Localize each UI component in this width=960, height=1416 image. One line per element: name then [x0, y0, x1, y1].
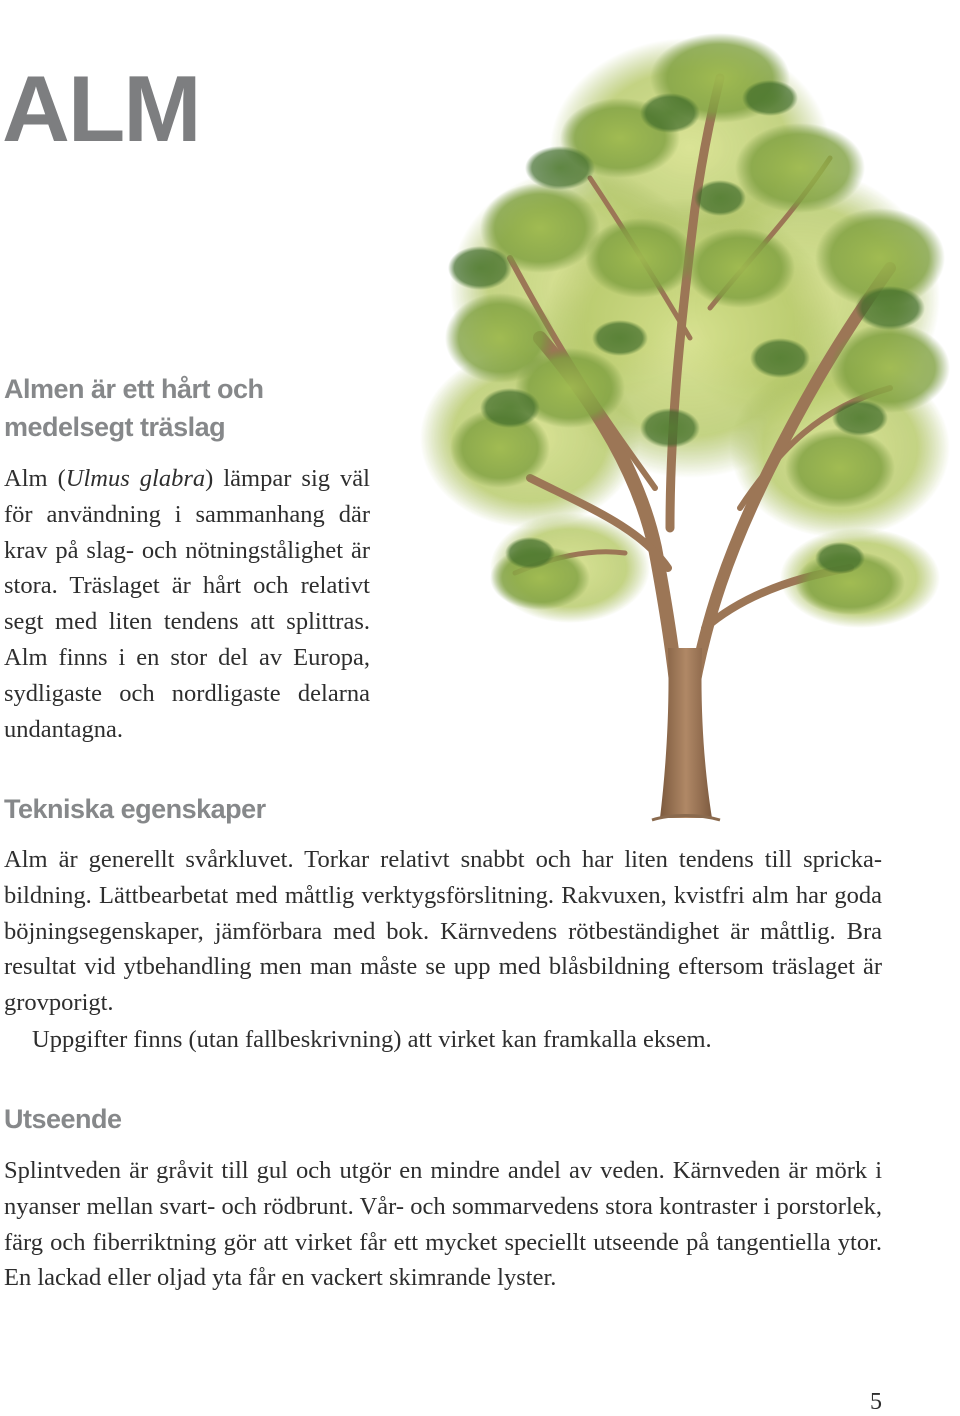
appearance-paragraph: Splintveden är gråvit till gul och utgör en mindre andel av veden. Kärnveden är mörk i nyanser mellan svart- och rödbrunt. Vår- och sommarvedens stora kontraster i porstorlek, färg och fiberriktning gör att virket får ett mycket speciellt utseende på tangentiella ytor. En lackad eller oljad yta får en vackert skimrande lyster. — [4, 1157, 882, 1292]
tree-trunk — [660, 648, 712, 818]
page-number: 5 — [870, 1389, 882, 1415]
technical-note: Uppgifter finns (utan fallbeskrivning) att virket kan framkalla eksem. — [32, 1026, 712, 1053]
intro-paragraph — [4, 461, 370, 747]
intro-heading: Almen är ett hårt och medelsegt träslag — [4, 374, 264, 442]
page-title: ALM — [2, 56, 200, 161]
intro-text-rest: ) lämpar sig väl för användning i sammanhang där krav på slag- och nötningstålighet är stora. Träslaget är hårt och relativt segt med liten tendens att splittras. Alm finns i en stor del av Europa, sydligaste och nordligaste delarna undantagna. — [4, 465, 370, 743]
elm-tree-illustration — [420, 8, 960, 830]
latin-name: Ulmus glabra — [65, 465, 206, 492]
intro-text-start: Alm ( — [4, 465, 66, 492]
technical-paragraph: Alm är generellt svårkluvet. Torkar relativt snabbt och har liten tendens till sprickabildning. Lättbearbetat med måttlig verktygsförslitning. Rakvuxen, kvistfri alm har goda böjningsegenskaper, jämförbara med bok. Kärnvedens rötbeständighet är måttlig. Bra resultat vid ytbehandling men man måste se upp med blåsbildning eftersom träslaget är grovporigt. — [4, 846, 882, 1017]
technical-heading: Tekniska egenskaper — [4, 794, 266, 824]
appearance-heading: Utseende — [4, 1104, 122, 1134]
